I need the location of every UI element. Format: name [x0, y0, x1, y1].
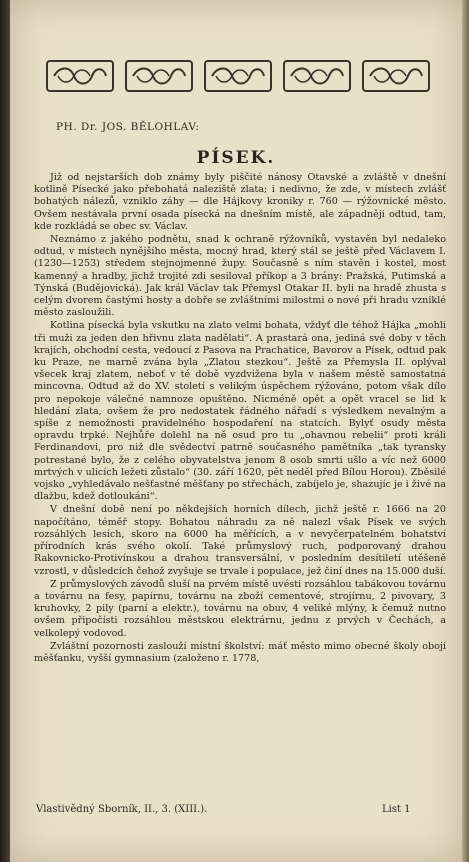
paragraph: Již od nejstarších dob známy byly piščité nánosy Otavské a zvláště v dnešní kotlině Písecké jako přebohatá naleziště zlata; i nedivno, že zde, v místech zvlášť bohatých nálezů, vzniklo záhy — dle Hájkovy kroniky r. 760 — rýžovnické město. Ovšem nestávala první osada písecká na dnešním místě, ale západněji odtud, tam, kde rozkládá se obec sv. Václav. [34, 172, 446, 232]
paragraph: Neznámo z jakého podnětu, snad k ochraně rýžovníků, vystavěn byl nedaleko odtud, v místech nynějšího města, mocný hrad, který stál se ještě před Václavem I. (1230—1253) středem stejnojmenné župy. Současně s ním stavěn i kostel, most kamenný a hradby, jichž trojité zdi sesiloval příkop a 3 brány: Pražská, Putimská a Týnská (Budějovická). Jak král Václav tak Přemysl Otakar II. byli na hradě zhusta s celým dvorem častými hosty a dobře se zvláštními milostmi o nové při hradu vzniklé město zasloužili. [34, 234, 446, 319]
ornament-icon [125, 60, 193, 92]
journal-footer: Vlastivědný Sborník, II., 3. (XIII.). [36, 804, 208, 815]
paragraph: Z průmyslových závodů sluší na prvém místě uvésti rozsáhlou tabákovou továrnu a továrnu na fesy, papírnu, továrnu na zboží cementové, strojírnu, 2 pivovary, 3 kruhovky, 2 pily (parní a elektr.), továrnu na obuv, 4 veliké mlýny, k čemuž nutno ovšem připočísti rozsáhlou městskou elektrárnu, jednu z prvých v Čechách, a velkolepý vodovod. [34, 578, 446, 639]
book-spine [0, 0, 10, 862]
ornament-icon [362, 60, 430, 92]
article-body [34, 172, 446, 666]
author-line: PH. Dr. JOS. BĚLOHLAV: [56, 121, 200, 133]
page-edge [462, 0, 469, 862]
article-title: PÍSEK. [196, 148, 276, 168]
ornamental-header [46, 60, 430, 94]
ornament-icon [46, 60, 114, 92]
sheet-number: List 1 [382, 804, 411, 815]
book-page [10, 0, 462, 862]
ornament-icon [204, 60, 272, 92]
ornament-icon [283, 60, 351, 92]
paragraph: Kotlina písecká byla vskutku na zlato velmi bohata, vždyť dle téhož Hájka „mohli tři muži za jeden den hřivnu zlata nadělati“. A prastará ona, jediná své doby v těch krajích, obchodní cesta, vedoucí z Pasova na Prachatice, Bavorov a Písek, odtud pak ku Praze, ne marně zvána byla „Zlatou stezkou“. Ještě za Přemysla II. oplýval všecek kraj zlatem, neboť v té době vyzdvižena byla v našem městě samostatná mincovna. Odtud až do XV. století s velikým úspěchem rýžováno, potom však dílo pro nepokoje válečné namnoze opuštěno. Nicméně opět a opět vracel se lid k hledání zlata, ovšem že pro nedostatek řádného nářadí s výsledkem nevalným a spíše z nemožnosti pravidelného hospodaření na statcích. Bylyť osudy města opravdu trpké. Nejhůře dolehl na ně osud pro tu „ohavnou rebelii“ proti králi Ferdinandovi, pro niž dle svědectví patrně současného pamětníka „tak tyransky potrestané bylo, že z celého obyvatelstva jenom 8 osob smrti ušlo a víc než 6000 mrtvých v ulicích ležeti zůstalo“ (30. září 1620, pět neděl před Bílou Horou). Zběsilé vojsko „vyhledávalo nešťastné měšťany po střechách, zabíjelo je, shazujíc je i živé na dlažbu, kdež dotloukáni“. [34, 320, 446, 503]
paragraph: V dnešní době není po někdejších horních dílech, jichž ještě r. 1666 na 20 napočítáno, téměř stopy. Bohatou náhradu za ně nalezl však Písek ve svých rozsáhlých lesích, skoro na 6000 ha měřících, a v nevyčerpatelném bohatství přírodních krás svého okolí. Také průmyslový ruch, podporovaný drahou Rakovnicko-Protivínskou a drahou transversální, v posledním desítiletí utěšeně vzrostl, v důsledcích čehož zvyšuje se trvale i populace, jež činí dnes na 15.000 duší. [34, 504, 446, 577]
paragraph: Zvláštní pozornosti zaslouží místní školství: máť město mimo obecné školy obojí měšťanku, vyšší gymnasium (založeno r. 1778, [34, 640, 446, 664]
